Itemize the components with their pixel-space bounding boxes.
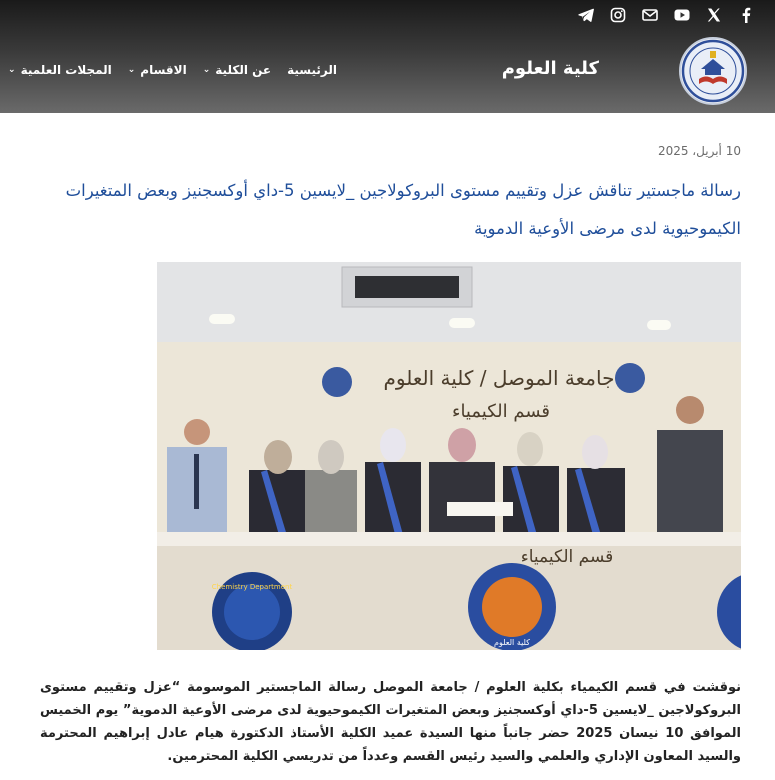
nav-item-home[interactable] <box>287 63 337 77</box>
site-header <box>0 0 775 113</box>
site-title[interactable]: كلية العلوم <box>501 58 599 79</box>
nav-item-label: الرئيسية <box>287 63 337 77</box>
wall-sign-department: قسم الكيمياء <box>451 401 551 422</box>
article-date: 10 أبريل، 2025 <box>657 144 741 158</box>
nav-item-about[interactable] <box>203 63 271 77</box>
nav-item-label: المجلات العلمية <box>20 63 112 77</box>
main-nav <box>8 63 337 77</box>
article-title: رسالة ماجستير تناقش عزل وتقييم مستوى البروكولاجين _لايسين 5-داي أوكسجنيز وبعض المتغيرات الكيموحيوية لدى مرضى الأوعية الدموية <box>65 181 741 238</box>
article-photo <box>157 262 741 650</box>
telegram-icon[interactable] <box>577 6 595 24</box>
youtube-icon[interactable] <box>673 6 691 24</box>
chevron-down-icon: ⌄ <box>127 65 136 75</box>
x-icon[interactable] <box>705 6 723 24</box>
article-body: نوقشت في قسم الكيمياء بكلية العلوم / جامعة الموصل رسالة الماجستير الموسومة “عزل وتقييم مستوى البروكولاجين _لايسين 5-داي أوكسجنيز وبعض المتغيرات الكيموحيوية لدى مرضى الأوعية الدموية” يوم الخميس الموافق 10 نيسان 2025 حضر جانباً منها السيدة عميد الكلية الأستاذ الدكتورة هيام عادل إبراهيم المحترمة والسيد المعاون الإداري والعلمي والسيد رئيس القسم وعدداً من تدريسي الكلية المحترمين. <box>40 680 741 764</box>
nav-item-label: عن الكلية <box>215 63 272 77</box>
chevron-down-icon: ⌄ <box>202 65 211 75</box>
instagram-icon[interactable] <box>609 6 627 24</box>
nav-item-journals[interactable] <box>8 63 112 77</box>
chevron-down-icon: ⌄ <box>8 65 16 75</box>
nav-item-departments[interactable] <box>128 63 187 77</box>
college-logo[interactable] <box>679 37 747 105</box>
facebook-icon[interactable] <box>737 6 755 24</box>
banner-center-text: كلية العلوم <box>494 638 530 647</box>
email-icon[interactable] <box>641 6 659 24</box>
banner-left-text: Chemistry Department <box>211 583 293 591</box>
desk-sign: قسم الكيمياء <box>520 547 614 567</box>
wall-sign: جامعة الموصل / كلية العلوم <box>383 366 615 390</box>
nav-item-label: الاقسام <box>140 63 187 77</box>
social-links <box>577 6 755 24</box>
